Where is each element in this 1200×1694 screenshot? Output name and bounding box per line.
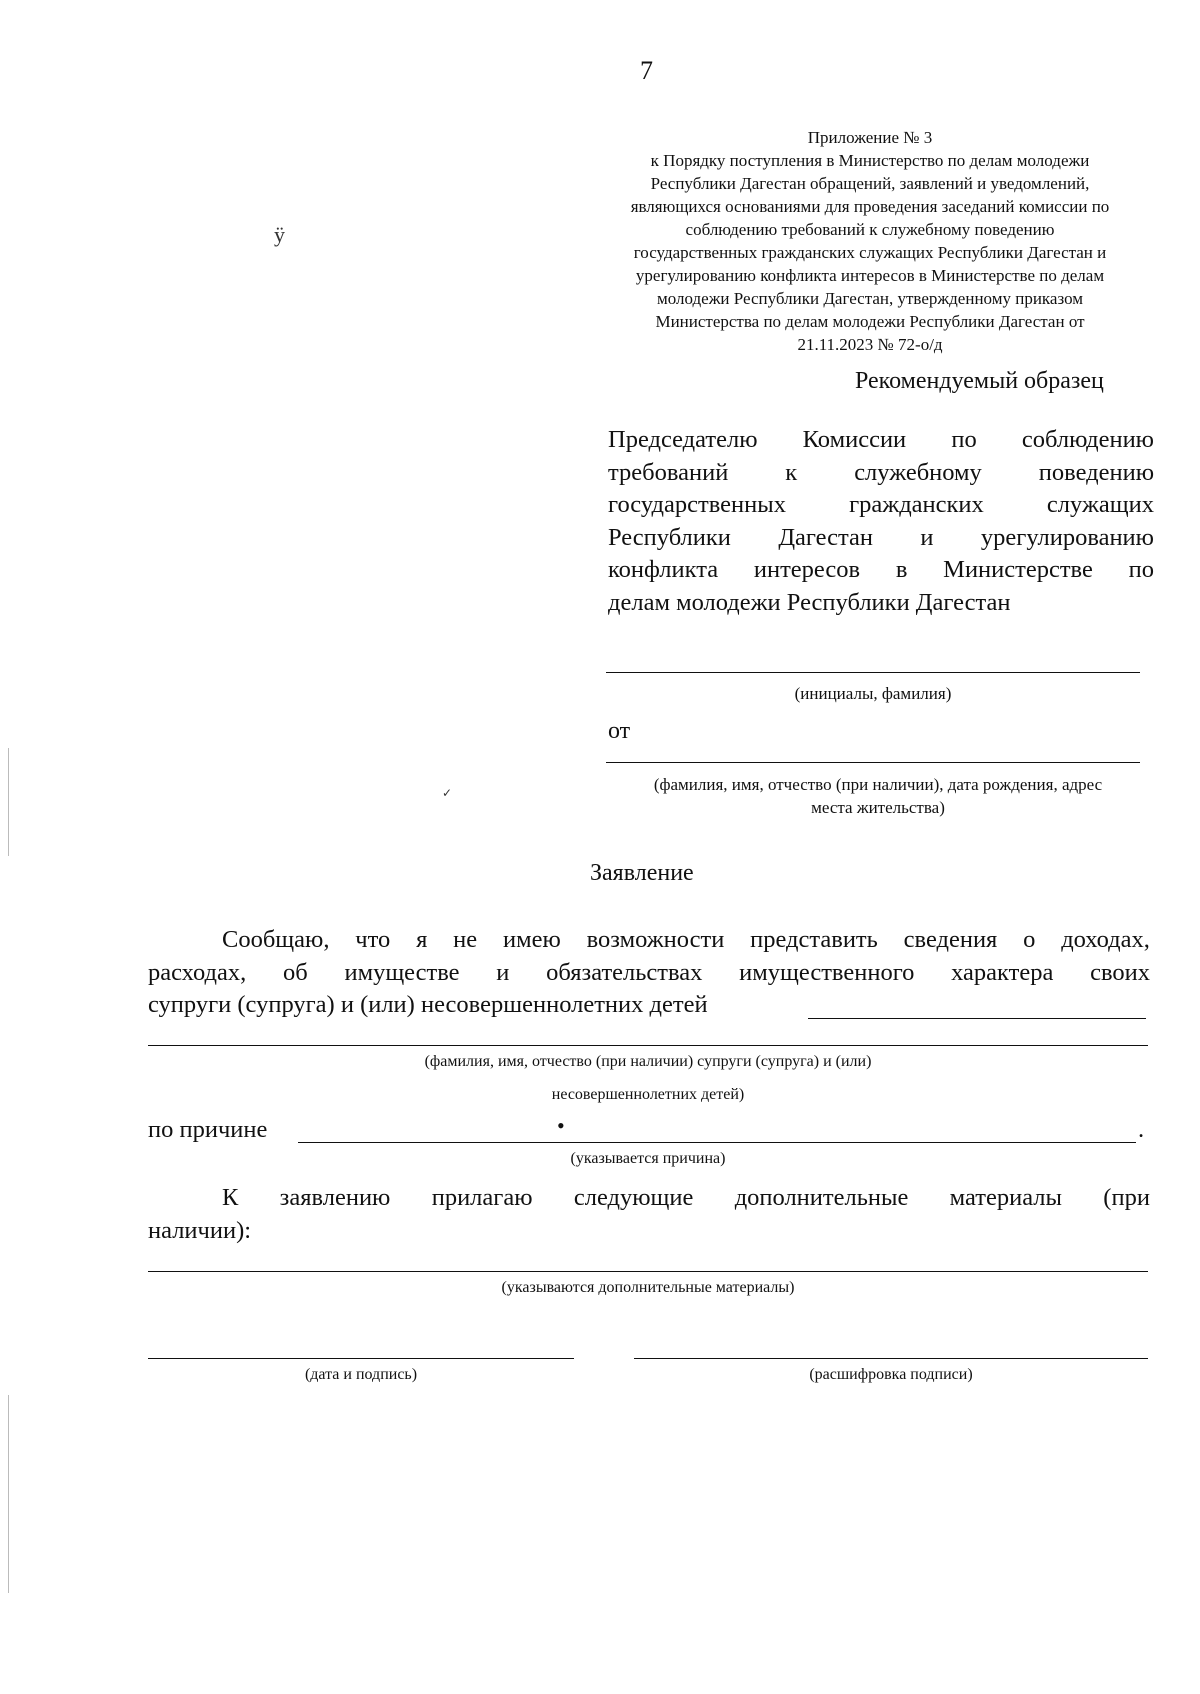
appendix-line: к Порядку поступления в Министерство по делам молодежи — [650, 151, 1090, 170]
addressee-word: и — [920, 523, 934, 551]
family-fill-line-2[interactable] — [148, 1045, 1148, 1046]
addressee-word: Председателю — [608, 426, 758, 453]
body-word: своих — [1090, 959, 1150, 986]
attachments-word: следующие — [573, 1184, 694, 1211]
addressee-word: к — [785, 458, 798, 486]
body-word: имуществе — [344, 959, 460, 986]
attachments-word: дополнительные — [734, 1184, 909, 1211]
body-word: представить — [750, 926, 878, 953]
body-word: характера — [951, 959, 1054, 986]
addressee-block — [608, 424, 1154, 619]
addressee-word: урегулированию — [980, 523, 1154, 551]
addressee-word: интересов — [753, 556, 861, 583]
addressee-word: государственных — [608, 491, 786, 518]
attachments-line-1 — [222, 1182, 1150, 1215]
attachments-word: заявлению — [279, 1184, 391, 1211]
addressee-word: в — [895, 556, 908, 583]
scan-mark: ÿ — [274, 222, 285, 247]
body-word: расходах, — [148, 959, 247, 986]
addressee-line — [608, 424, 1154, 457]
attachments-word: К — [222, 1184, 239, 1211]
scan-edge-line — [8, 748, 9, 856]
appendix-line: соблюдению требований к служебному поведению — [685, 220, 1055, 239]
body-word: что — [355, 926, 391, 953]
signature-name-caption: (расшифровка подписи) — [809, 1366, 973, 1383]
appendix-line: Республики Дагестан обращений, заявлений и уведомлений, — [650, 174, 1090, 193]
body-word: об — [283, 959, 308, 986]
addressee-line — [608, 554, 1154, 587]
body-word: я — [416, 926, 428, 953]
addressee-word: служебному — [854, 458, 982, 486]
signature-date-caption: (дата и подпись) — [304, 1366, 418, 1383]
recipient-name-line[interactable] — [606, 672, 1140, 673]
addressee-line — [608, 457, 1154, 490]
sender-line[interactable] — [606, 762, 1140, 763]
from-label: от — [608, 718, 631, 744]
appendix-line: 21.11.2023 № 72-о/д — [797, 335, 943, 354]
addressee-word: по — [1128, 556, 1154, 583]
body-word: возможности — [586, 926, 725, 953]
body-line-1 — [222, 924, 1150, 957]
body-word: о — [1023, 926, 1036, 953]
scan-edge-line — [8, 1395, 9, 1593]
body-word: и — [496, 959, 510, 986]
attachments-line[interactable] — [148, 1271, 1148, 1272]
addressee-word: Дагестан — [778, 523, 873, 551]
scan-mark: ✓ — [442, 786, 453, 800]
family-caption-line: (фамилия, имя, отчество (при наличии) супруги (супруга) и (или) — [424, 1053, 872, 1070]
signature-name-line[interactable] — [634, 1358, 1148, 1359]
addressee-line — [608, 489, 1154, 522]
appendix-line: Министерства по делам молодежи Республики Дагестан от — [655, 312, 1085, 331]
sender-caption-line: места жительства) — [811, 798, 945, 817]
appendix-line: являющихся основаниями для проведения заседаний комиссии по — [630, 197, 1110, 216]
addressee-line — [608, 522, 1154, 555]
addressee-word: по — [951, 426, 977, 453]
attachments-word: (при — [1103, 1184, 1150, 1211]
addressee-word: служащих — [1046, 491, 1154, 518]
appendix-title: Приложение № 3 — [807, 128, 933, 147]
body-word: Сообщаю, — [222, 926, 330, 953]
addressee-word: гражданских — [849, 491, 984, 518]
signature-date-line[interactable] — [148, 1358, 574, 1359]
appendix-line: урегулированию конфликта интересов в Министерстве по делам — [635, 266, 1105, 285]
addressee-word: поведению — [1038, 458, 1154, 486]
family-caption-line: несовершеннолетних детей) — [551, 1086, 745, 1103]
body-word: сведения — [903, 926, 998, 953]
addressee-word: делам молодежи Республики Дагестан — [608, 588, 1011, 616]
appendix-line: молодежи Республики Дагестан, утвержденному приказом — [656, 289, 1084, 308]
addressee-word: Республики — [608, 523, 731, 551]
body-word: не — [453, 926, 478, 953]
body-line-3: супруги (супруга) и (или) несовершеннолетних детей — [148, 991, 708, 1018]
body-word: имущественного — [739, 959, 915, 986]
reason-caption: (указывается причина) — [570, 1150, 726, 1167]
addressee-word: Комиссии — [802, 426, 907, 453]
scan-dot: • — [557, 1113, 565, 1138]
reason-end: . — [1138, 1116, 1145, 1143]
body-word: имею — [502, 926, 561, 953]
body-line-2 — [148, 957, 1150, 990]
sender-caption-line: (фамилия, имя, отчество (при наличии), дата рождения, адрес — [653, 775, 1103, 794]
attachments-caption: (указываются дополнительные материалы) — [501, 1279, 795, 1296]
sender-caption — [606, 773, 1150, 819]
reason-label: по причине — [148, 1116, 268, 1143]
attachments-line-2: наличии): — [148, 1217, 252, 1244]
appendix-line: государственных гражданских служащих Республики Дагестан и — [633, 243, 1107, 262]
addressee-word: конфликта — [608, 556, 719, 583]
appendix-note — [570, 126, 1170, 356]
body-word: доходах, — [1061, 926, 1150, 953]
sample-label: Рекомендуемый образец — [855, 368, 1104, 394]
statement-title: Заявление — [590, 860, 694, 886]
recipient-caption: (инициалы, фамилия) — [794, 684, 952, 703]
addressee-line — [608, 587, 1154, 620]
attachments-word: прилагаю — [431, 1184, 533, 1211]
addressee-word: Министерстве — [943, 556, 1093, 583]
addressee-word: требований — [608, 458, 729, 486]
family-fill-line[interactable] — [808, 1018, 1146, 1019]
addressee-word: соблюдению — [1021, 426, 1154, 453]
page-number: 7 — [640, 56, 653, 85]
body-word: обязательствах — [546, 959, 703, 986]
attachments-word: материалы — [949, 1184, 1062, 1211]
reason-line[interactable] — [298, 1142, 1136, 1143]
